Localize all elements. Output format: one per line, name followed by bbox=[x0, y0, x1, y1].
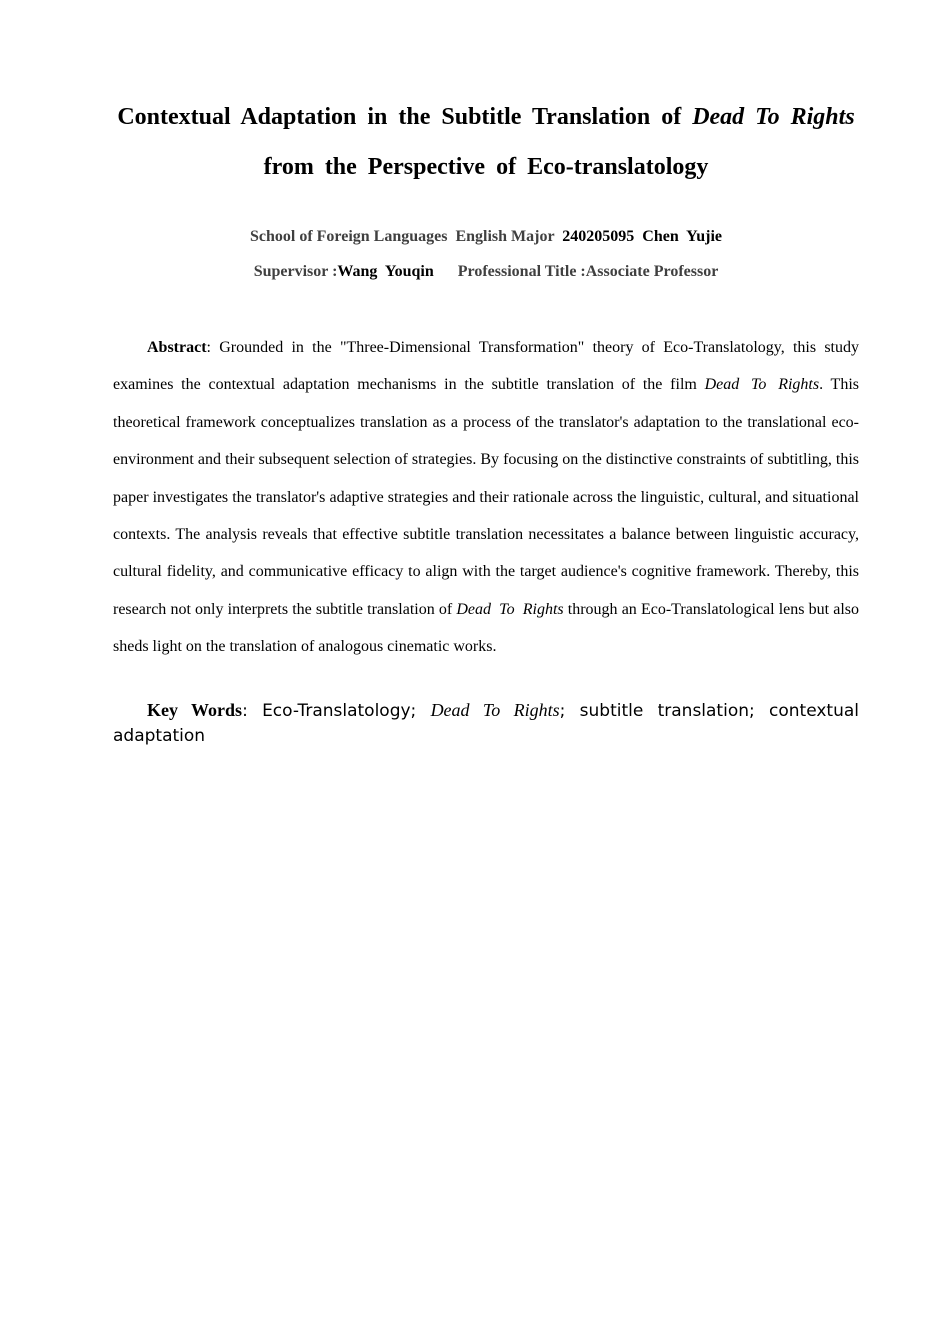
title-text-part1: Contextual Adaptation in the Subtitle Translation of bbox=[117, 104, 693, 130]
title-text-part2: from the Perspective of Eco-translatology bbox=[263, 154, 709, 180]
student-id-name: 240205095 Chen Yujie bbox=[562, 228, 723, 245]
keywords-text-2: ; subtitle translation; contextual adaptation bbox=[113, 701, 859, 746]
keywords-text-1: : Eco-Translatology; bbox=[242, 701, 431, 721]
abstract-label: Abstract bbox=[147, 339, 207, 356]
keywords-film-name: Dead To Rights bbox=[430, 700, 560, 720]
supervisor-line bbox=[113, 263, 859, 281]
abstract-text-3: through an Eco-Translatological lens but also sheds light on the translation of analogous cinematic works. bbox=[113, 600, 860, 656]
keywords-paragraph bbox=[113, 698, 859, 749]
school-major-text: School of Foreign Languages English Major bbox=[249, 228, 563, 245]
abstract-paragraph bbox=[113, 329, 859, 666]
supervisor-label: Supervisor : bbox=[253, 263, 338, 280]
paper-title bbox=[113, 92, 859, 192]
abstract-text-1: : Grounded in the "Three-Dimensional Transformation" theory of Eco-Translatology, this study examines the contextual adaptation mechanisms in the subtitle translation of the film bbox=[113, 339, 859, 394]
title-film-name: Dead To Rights bbox=[692, 104, 855, 130]
author-line bbox=[113, 228, 859, 246]
supervisor-name: Wang Youqin bbox=[337, 263, 434, 280]
abstract-film-name-1: Dead To Rights bbox=[704, 376, 820, 394]
professional-title-label: Professional Title : bbox=[433, 263, 586, 280]
keywords-label: Key Words bbox=[147, 700, 243, 720]
abstract-text-2: . This theoretical framework conceptualizes translation as a process of the translator's adaptation to the translational eco-environment and their subsequent selection of strategies. By focusing on the distinctive constraints of subtitling, this paper investigates the translator's adaptive strategies and their rationale across the linguistic, cultural, and situational contexts. The analysis reveals that effective subtitle translation necessitates a balance between linguistic accuracy, cultural fidelity, and communicative efficacy to align with the target audience's cognitive framework. Thereby, this research not only interprets the subtitle translation of bbox=[113, 376, 860, 618]
abstract-film-name-2: Dead To Rights bbox=[456, 600, 564, 618]
professional-title-value: Associate Professor bbox=[585, 263, 719, 280]
